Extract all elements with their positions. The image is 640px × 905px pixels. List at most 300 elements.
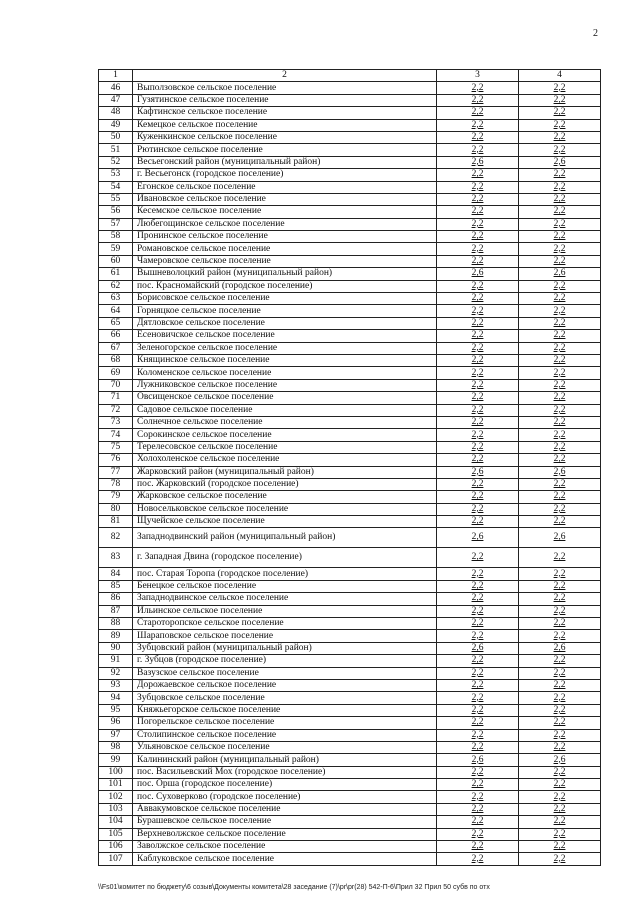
table-row bbox=[99, 317, 601, 329]
row-value-col4: 2,2 bbox=[519, 593, 601, 605]
row-number: 105 bbox=[99, 828, 133, 840]
row-value-col4: 2,2 bbox=[519, 791, 601, 803]
table-row bbox=[99, 454, 601, 466]
table-row bbox=[99, 491, 601, 503]
table-row bbox=[99, 816, 601, 828]
row-value-col3: 2,2 bbox=[437, 119, 519, 131]
row-value-col4: 2,2 bbox=[519, 169, 601, 181]
row-number: 89 bbox=[99, 630, 133, 642]
table-row bbox=[99, 754, 601, 766]
row-value-col3: 2,6 bbox=[437, 268, 519, 280]
row-value-col4: 2,2 bbox=[519, 503, 601, 515]
row-value-col4: 2,2 bbox=[519, 679, 601, 691]
table-row bbox=[99, 206, 601, 218]
row-value-col4: 2,2 bbox=[519, 354, 601, 366]
row-name: Бенецкое сельское поселение bbox=[133, 580, 437, 592]
row-number: 91 bbox=[99, 655, 133, 667]
row-name: Верхневолжское сельское поселение bbox=[133, 828, 437, 840]
row-name: Весьегонский район (муниципальный район) bbox=[133, 156, 437, 168]
row-name: Ульяновское сельское поселение bbox=[133, 741, 437, 753]
table-row bbox=[99, 218, 601, 230]
row-number: 82 bbox=[99, 528, 133, 548]
row-value-col4: 2,2 bbox=[519, 704, 601, 716]
row-name: Княщинское сельское поселение bbox=[133, 354, 437, 366]
table-row bbox=[99, 828, 601, 840]
table-row bbox=[99, 704, 601, 716]
row-name: пос. Орша (городское поселение) bbox=[133, 779, 437, 791]
row-value-col4: 2,6 bbox=[519, 466, 601, 478]
row-name: Ёгонское сельское поселение bbox=[133, 181, 437, 193]
row-value-col4: 2,2 bbox=[519, 516, 601, 528]
table-row bbox=[99, 516, 601, 528]
table-row bbox=[99, 392, 601, 404]
row-value-col4: 2,2 bbox=[519, 816, 601, 828]
row-name: Погорельское сельское поселение bbox=[133, 717, 437, 729]
row-name: Чамеровское сельское поселение bbox=[133, 255, 437, 267]
row-value-col3: 2,2 bbox=[437, 803, 519, 815]
row-name: Солнечное сельское поселение bbox=[133, 416, 437, 428]
table-row bbox=[99, 268, 601, 280]
row-number: 47 bbox=[99, 94, 133, 106]
row-name: Зеленогорское сельское поселение bbox=[133, 342, 437, 354]
table-row bbox=[99, 766, 601, 778]
row-value-col3: 2,2 bbox=[437, 181, 519, 193]
row-number: 88 bbox=[99, 618, 133, 630]
table-row bbox=[99, 593, 601, 605]
table-row bbox=[99, 548, 601, 568]
row-value-col4: 2,6 bbox=[519, 642, 601, 654]
row-value-col3: 2,6 bbox=[437, 156, 519, 168]
row-number: 78 bbox=[99, 478, 133, 490]
row-number: 81 bbox=[99, 516, 133, 528]
row-value-col3: 2,2 bbox=[437, 692, 519, 704]
row-value-col3: 2,2 bbox=[437, 144, 519, 156]
row-number: 50 bbox=[99, 131, 133, 143]
row-name: Аввакумовское сельское поселение bbox=[133, 803, 437, 815]
table-row bbox=[99, 605, 601, 617]
table-row bbox=[99, 841, 601, 853]
row-number: 79 bbox=[99, 491, 133, 503]
row-value-col4: 2,2 bbox=[519, 293, 601, 305]
row-number: 100 bbox=[99, 766, 133, 778]
table-row bbox=[99, 94, 601, 106]
header-col-4: 4 bbox=[519, 70, 601, 82]
row-number: 104 bbox=[99, 816, 133, 828]
row-number: 92 bbox=[99, 667, 133, 679]
table-row bbox=[99, 642, 601, 654]
row-value-col4: 2,2 bbox=[519, 404, 601, 416]
row-value-col4: 2,2 bbox=[519, 206, 601, 218]
row-value-col3: 2,2 bbox=[437, 354, 519, 366]
row-name: Есеновичское сельское поселение bbox=[133, 330, 437, 342]
row-number: 52 bbox=[99, 156, 133, 168]
row-value-col4: 2,2 bbox=[519, 367, 601, 379]
row-number: 51 bbox=[99, 144, 133, 156]
table-row bbox=[99, 119, 601, 131]
row-value-col3: 2,2 bbox=[437, 280, 519, 292]
row-value-col4: 2,2 bbox=[519, 692, 601, 704]
row-number: 71 bbox=[99, 392, 133, 404]
row-number: 85 bbox=[99, 580, 133, 592]
table-row bbox=[99, 692, 601, 704]
row-value-col4: 2,2 bbox=[519, 548, 601, 568]
row-number: 87 bbox=[99, 605, 133, 617]
table-row bbox=[99, 503, 601, 515]
table-row bbox=[99, 580, 601, 592]
row-name: Романовское сельское поселение bbox=[133, 243, 437, 255]
row-number: 67 bbox=[99, 342, 133, 354]
table-row bbox=[99, 330, 601, 342]
row-value-col4: 2,2 bbox=[519, 305, 601, 317]
row-name: Жарковское сельское поселение bbox=[133, 491, 437, 503]
table-row bbox=[99, 729, 601, 741]
row-value-col4: 2,2 bbox=[519, 729, 601, 741]
row-value-col3: 2,2 bbox=[437, 630, 519, 642]
table-row bbox=[99, 82, 601, 94]
row-name: Кемецкое сельское поселение bbox=[133, 119, 437, 131]
row-number: 96 bbox=[99, 717, 133, 729]
row-value-col3: 2,2 bbox=[437, 429, 519, 441]
row-value-col4: 2,2 bbox=[519, 144, 601, 156]
row-value-col4: 2,2 bbox=[519, 580, 601, 592]
row-value-col3: 2,2 bbox=[437, 841, 519, 853]
row-number: 70 bbox=[99, 379, 133, 391]
row-value-col4: 2,2 bbox=[519, 667, 601, 679]
row-number: 74 bbox=[99, 429, 133, 441]
data-table bbox=[98, 69, 601, 866]
row-value-col3: 2,2 bbox=[437, 766, 519, 778]
table-row bbox=[99, 231, 601, 243]
row-value-col3: 2,2 bbox=[437, 679, 519, 691]
row-name: Зубцовский район (муниципальный район) bbox=[133, 642, 437, 654]
row-value-col3: 2,2 bbox=[437, 741, 519, 753]
row-value-col3: 2,2 bbox=[437, 416, 519, 428]
row-value-col3: 2,2 bbox=[437, 618, 519, 630]
row-name: Кесемское сельское поселение bbox=[133, 206, 437, 218]
row-value-col3: 2,2 bbox=[437, 218, 519, 230]
table-header-row bbox=[99, 70, 601, 82]
row-number: 80 bbox=[99, 503, 133, 515]
table-row bbox=[99, 181, 601, 193]
row-value-col4: 2,2 bbox=[519, 243, 601, 255]
row-value-col4: 2,2 bbox=[519, 853, 601, 865]
row-value-col4: 2,2 bbox=[519, 741, 601, 753]
table-row bbox=[99, 568, 601, 580]
row-value-col4: 2,2 bbox=[519, 441, 601, 453]
row-value-col4: 2,2 bbox=[519, 392, 601, 404]
row-number: 102 bbox=[99, 791, 133, 803]
table-row bbox=[99, 144, 601, 156]
row-value-col4: 2,2 bbox=[519, 655, 601, 667]
row-value-col4: 2,2 bbox=[519, 766, 601, 778]
table-row bbox=[99, 803, 601, 815]
footer-file-path: \\Fs01\комитет по бюджету\6 созыв\Документы комитета\28 заседание (7)\pr\pr(28) 542-П-6\Прил 32 Прил 50 субв по отх bbox=[98, 884, 490, 891]
table-row bbox=[99, 342, 601, 354]
row-value-col4: 2,2 bbox=[519, 231, 601, 243]
row-value-col3: 2,2 bbox=[437, 317, 519, 329]
table-row bbox=[99, 630, 601, 642]
row-name: Холохоленское сельское поселение bbox=[133, 454, 437, 466]
table-row bbox=[99, 429, 601, 441]
row-value-col3: 2,2 bbox=[437, 605, 519, 617]
row-number: 84 bbox=[99, 568, 133, 580]
row-value-col4: 2,2 bbox=[519, 107, 601, 119]
row-value-col4: 2,2 bbox=[519, 131, 601, 143]
table-row bbox=[99, 131, 601, 143]
table-row bbox=[99, 367, 601, 379]
row-value-col3: 2,2 bbox=[437, 828, 519, 840]
row-value-col4: 2,2 bbox=[519, 605, 601, 617]
row-value-col4: 2,2 bbox=[519, 828, 601, 840]
row-number: 75 bbox=[99, 441, 133, 453]
page-number: 2 bbox=[593, 28, 598, 39]
row-value-col4: 2,2 bbox=[519, 803, 601, 815]
row-name: г. Зубцов (городское поселение) bbox=[133, 655, 437, 667]
row-value-col4: 2,2 bbox=[519, 379, 601, 391]
row-value-col4: 2,2 bbox=[519, 82, 601, 94]
row-name: Кафтинское сельское поселение bbox=[133, 107, 437, 119]
row-number: 106 bbox=[99, 841, 133, 853]
row-value-col3: 2,2 bbox=[437, 243, 519, 255]
row-name: Сорокинское сельское поселение bbox=[133, 429, 437, 441]
table-row bbox=[99, 193, 601, 205]
row-value-col3: 2,2 bbox=[437, 82, 519, 94]
row-value-col3: 2,2 bbox=[437, 568, 519, 580]
row-value-col4: 2,2 bbox=[519, 218, 601, 230]
row-value-col3: 2,6 bbox=[437, 754, 519, 766]
row-value-col3: 2,2 bbox=[437, 717, 519, 729]
row-value-col3: 2,2 bbox=[437, 779, 519, 791]
row-name: Выползовское сельское поселение bbox=[133, 82, 437, 94]
row-name: Борисовское сельское поселение bbox=[133, 293, 437, 305]
row-name: Любегощинское сельское поселение bbox=[133, 218, 437, 230]
row-name: Новосельковское сельское поселение bbox=[133, 503, 437, 515]
row-name: Шараповское сельское поселение bbox=[133, 630, 437, 642]
row-name: Щучейское сельское поселение bbox=[133, 516, 437, 528]
table-row bbox=[99, 243, 601, 255]
row-value-col4: 2,2 bbox=[519, 255, 601, 267]
row-value-col4: 2,2 bbox=[519, 779, 601, 791]
table-row bbox=[99, 679, 601, 691]
table-row bbox=[99, 280, 601, 292]
row-number: 101 bbox=[99, 779, 133, 791]
row-number: 59 bbox=[99, 243, 133, 255]
row-value-col3: 2,2 bbox=[437, 491, 519, 503]
row-value-col3: 2,2 bbox=[437, 94, 519, 106]
row-name: Жарковский район (муниципальный район) bbox=[133, 466, 437, 478]
row-value-col4: 2,2 bbox=[519, 568, 601, 580]
row-value-col4: 2,2 bbox=[519, 119, 601, 131]
row-value-col4: 2,2 bbox=[519, 717, 601, 729]
row-name: Куженкинское сельское поселение bbox=[133, 131, 437, 143]
row-name: Западнодвинский район (муниципальный район) bbox=[133, 528, 437, 548]
row-value-col3: 2,2 bbox=[437, 667, 519, 679]
row-value-col4: 2,2 bbox=[519, 330, 601, 342]
row-name: Ильинское сельское поселение bbox=[133, 605, 437, 617]
row-name: Западнодвинское сельское поселение bbox=[133, 593, 437, 605]
row-number: 76 bbox=[99, 454, 133, 466]
row-value-col3: 2,2 bbox=[437, 704, 519, 716]
row-name: Коломенское сельское поселение bbox=[133, 367, 437, 379]
row-number: 73 bbox=[99, 416, 133, 428]
row-value-col3: 2,2 bbox=[437, 367, 519, 379]
row-value-col4: 2,6 bbox=[519, 156, 601, 168]
row-name: Горняцкое сельское поселение bbox=[133, 305, 437, 317]
row-value-col4: 2,6 bbox=[519, 268, 601, 280]
row-number: 63 bbox=[99, 293, 133, 305]
row-number: 66 bbox=[99, 330, 133, 342]
row-value-col4: 2,2 bbox=[519, 342, 601, 354]
row-value-col4: 2,2 bbox=[519, 416, 601, 428]
row-value-col3: 2,2 bbox=[437, 107, 519, 119]
row-number: 83 bbox=[99, 548, 133, 568]
row-value-col3: 2,2 bbox=[437, 580, 519, 592]
row-name: Ивановское сельское поселение bbox=[133, 193, 437, 205]
row-number: 62 bbox=[99, 280, 133, 292]
row-number: 49 bbox=[99, 119, 133, 131]
row-name: Зубцовское сельское поселение bbox=[133, 692, 437, 704]
row-name: Гузятинское сельское поселение bbox=[133, 94, 437, 106]
row-number: 95 bbox=[99, 704, 133, 716]
row-number: 48 bbox=[99, 107, 133, 119]
header-col-1: 1 bbox=[99, 70, 133, 82]
row-name: г. Весьегонск (городское поселение) bbox=[133, 169, 437, 181]
row-name: Дятловское сельское поселение bbox=[133, 317, 437, 329]
table-row bbox=[99, 853, 601, 865]
table-row bbox=[99, 791, 601, 803]
row-number: 53 bbox=[99, 169, 133, 181]
table-row bbox=[99, 169, 601, 181]
row-value-col3: 2,2 bbox=[437, 404, 519, 416]
row-value-col3: 2,2 bbox=[437, 255, 519, 267]
row-name: Овсищенское сельское поселение bbox=[133, 392, 437, 404]
row-name: пос. Жарковский (городское поселение) bbox=[133, 478, 437, 490]
row-value-col3: 2,2 bbox=[437, 441, 519, 453]
table-row bbox=[99, 416, 601, 428]
header-col-3: 3 bbox=[437, 70, 519, 82]
row-value-col3: 2,2 bbox=[437, 206, 519, 218]
row-value-col3: 2,6 bbox=[437, 466, 519, 478]
table-row bbox=[99, 528, 601, 548]
row-number: 72 bbox=[99, 404, 133, 416]
row-value-col3: 2,2 bbox=[437, 593, 519, 605]
table-row bbox=[99, 293, 601, 305]
row-value-col4: 2,2 bbox=[519, 841, 601, 853]
row-value-col3: 2,2 bbox=[437, 293, 519, 305]
row-name: Дорожаевское сельское поселение bbox=[133, 679, 437, 691]
row-number: 93 bbox=[99, 679, 133, 691]
row-value-col4: 2,2 bbox=[519, 454, 601, 466]
row-value-col3: 2,2 bbox=[437, 193, 519, 205]
row-name: Заволжское сельское поселение bbox=[133, 841, 437, 853]
table-row bbox=[99, 354, 601, 366]
row-number: 103 bbox=[99, 803, 133, 815]
row-number: 56 bbox=[99, 206, 133, 218]
row-value-col4: 2,2 bbox=[519, 429, 601, 441]
row-number: 97 bbox=[99, 729, 133, 741]
row-value-col4: 2,2 bbox=[519, 618, 601, 630]
table-row bbox=[99, 107, 601, 119]
row-number: 86 bbox=[99, 593, 133, 605]
row-number: 46 bbox=[99, 82, 133, 94]
table-row bbox=[99, 717, 601, 729]
row-name: Пронинское сельское поселение bbox=[133, 231, 437, 243]
row-value-col3: 2,6 bbox=[437, 528, 519, 548]
row-value-col4: 2,2 bbox=[519, 193, 601, 205]
row-value-col3: 2,2 bbox=[437, 330, 519, 342]
row-name: пос. Суховерково (городское поселение) bbox=[133, 791, 437, 803]
row-name: Вазузское сельское поселение bbox=[133, 667, 437, 679]
table-row bbox=[99, 779, 601, 791]
row-name: пос. Васильевский Мох (городское поселение) bbox=[133, 766, 437, 778]
row-value-col3: 2,6 bbox=[437, 642, 519, 654]
row-value-col3: 2,2 bbox=[437, 548, 519, 568]
row-number: 107 bbox=[99, 853, 133, 865]
row-name: Бурашевское сельское поселение bbox=[133, 816, 437, 828]
table-row bbox=[99, 305, 601, 317]
row-value-col3: 2,2 bbox=[437, 392, 519, 404]
table-row bbox=[99, 618, 601, 630]
row-number: 68 bbox=[99, 354, 133, 366]
row-number: 94 bbox=[99, 692, 133, 704]
row-value-col3: 2,2 bbox=[437, 231, 519, 243]
row-name: Рютинское сельское поселение bbox=[133, 144, 437, 156]
row-name: Каблуковское сельское поселение bbox=[133, 853, 437, 865]
table-row bbox=[99, 478, 601, 490]
row-name: Княжьегорское сельское поселение bbox=[133, 704, 437, 716]
row-value-col4: 2,6 bbox=[519, 528, 601, 548]
row-name: Столипинское сельское поселение bbox=[133, 729, 437, 741]
row-name: Садовое сельское поселение bbox=[133, 404, 437, 416]
table-row bbox=[99, 404, 601, 416]
row-number: 60 bbox=[99, 255, 133, 267]
row-value-col3: 2,2 bbox=[437, 853, 519, 865]
row-value-col3: 2,2 bbox=[437, 379, 519, 391]
row-value-col4: 2,2 bbox=[519, 630, 601, 642]
row-number: 58 bbox=[99, 231, 133, 243]
row-value-col4: 2,2 bbox=[519, 491, 601, 503]
row-name: пос. Старая Торопа (городское поселение) bbox=[133, 568, 437, 580]
row-value-col3: 2,2 bbox=[437, 169, 519, 181]
row-value-col3: 2,2 bbox=[437, 478, 519, 490]
row-number: 65 bbox=[99, 317, 133, 329]
row-value-col3: 2,2 bbox=[437, 816, 519, 828]
row-name: г. Западная Двина (городское поселение) bbox=[133, 548, 437, 568]
row-number: 61 bbox=[99, 268, 133, 280]
table-row bbox=[99, 741, 601, 753]
table-row bbox=[99, 466, 601, 478]
row-value-col4: 2,2 bbox=[519, 280, 601, 292]
table-row bbox=[99, 255, 601, 267]
row-number: 98 bbox=[99, 741, 133, 753]
row-name: Лужниковское сельское поселение bbox=[133, 379, 437, 391]
row-value-col3: 2,2 bbox=[437, 305, 519, 317]
row-value-col4: 2,2 bbox=[519, 94, 601, 106]
row-name: пос. Красномайский (городское поселение) bbox=[133, 280, 437, 292]
row-number: 69 bbox=[99, 367, 133, 379]
table-row bbox=[99, 667, 601, 679]
row-value-col3: 2,2 bbox=[437, 454, 519, 466]
row-value-col3: 2,2 bbox=[437, 131, 519, 143]
row-value-col3: 2,2 bbox=[437, 791, 519, 803]
row-number: 90 bbox=[99, 642, 133, 654]
row-value-col3: 2,2 bbox=[437, 516, 519, 528]
row-number: 77 bbox=[99, 466, 133, 478]
table-row bbox=[99, 379, 601, 391]
table-row bbox=[99, 156, 601, 168]
row-value-col4: 2,2 bbox=[519, 317, 601, 329]
row-value-col4: 2,2 bbox=[519, 478, 601, 490]
